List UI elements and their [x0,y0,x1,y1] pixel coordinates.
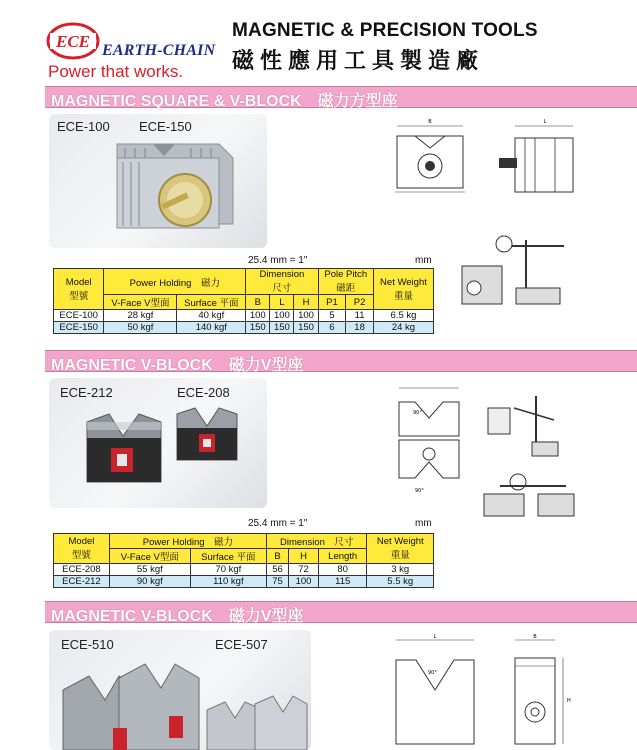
v-block-500-drawing-front [390,632,480,750]
v-block-setup-drawings [478,390,588,530]
unit-label-1: mm [415,255,432,266]
table-cell: 110 kgf [190,576,266,588]
table-cell: ECE-150 [54,322,104,334]
subcol-h: H [289,549,319,564]
svg-text:L: L [433,634,437,640]
table-cell: 11 [346,310,374,322]
table-cell: 18 [346,322,374,334]
subcol-p1: P1 [318,295,346,310]
section-3-header [45,601,637,623]
company-logo [46,20,216,84]
table-cell: 100 [289,576,319,588]
page-title-cjk: 磁性應用工具製造廠 [232,49,485,74]
col-model: Model 型號 [54,269,104,310]
table-cell: 100 [294,310,318,322]
brand-slogan: Power that works. [48,62,184,81]
spec-table-square-block [53,268,434,334]
subcol-h: H [294,295,318,310]
dial-indicator-setup-drawing [456,230,576,310]
table-row [54,322,434,334]
product-photo-v-block-500 [49,630,311,750]
svg-text:B: B [428,119,432,125]
table-row [54,310,434,322]
ece-logo-badge [46,22,100,60]
table-cell: 56 [266,564,288,576]
square-block-drawing-front [385,114,475,204]
table-cell: 100 [270,310,294,322]
table-cell: 140 kgf [177,322,246,334]
spec-table-v-block [53,533,434,588]
table-cell: ECE-208 [54,564,110,576]
table-cell: 3 kg [367,564,434,576]
section-1-header [45,86,637,108]
unit-label-2: mm [415,518,432,529]
section-2-header [45,350,637,372]
subcol-v-face: V-Face V型面 [109,549,190,564]
v-block-drawing [385,378,475,506]
subcol-length: Length [318,549,367,564]
unit-conversion-note-2: 25.4 mm = 1" [248,518,308,529]
table-cell: 5 [318,310,346,322]
col-model: Model 型號 [54,534,110,564]
subcol-surface: Surface 平面 [190,549,266,564]
col-net-weight: Net Weight 重量 [367,534,434,564]
section-3-title: MAGNETIC V-BLOCK 磁力V型座 [51,608,304,625]
svg-text:90°: 90° [428,670,437,676]
table-cell: 75 [266,576,288,588]
table-cell: 24 kg [373,322,433,334]
subcol-l: L [270,295,294,310]
brand-name: EARTH-CHAIN [102,42,216,59]
svg-text:L: L [543,119,547,125]
subcol-surface: Surface 平面 [177,295,246,310]
table-cell: 90 kgf [109,576,190,588]
table-cell: 80 [318,564,367,576]
section-2-title: MAGNETIC V-BLOCK 磁力V型座 [51,357,304,374]
svg-text:H: H [567,698,571,704]
table-cell: 50 kgf [104,322,177,334]
table-cell: 100 [246,310,270,322]
col-power-holding: Power Holding 磁力 [104,269,246,295]
subcol-b: B [246,295,270,310]
table-cell: 150 [294,322,318,334]
col-dimension: Dimension 尺寸 [266,534,367,549]
product-photo-square-block [49,114,267,248]
table-cell: 55 kgf [109,564,190,576]
logo-badge-text: ECE [55,32,91,51]
photo-label-ece-208: ECE-208 [177,385,230,400]
table-cell: 5.5 kg [367,576,434,588]
table-cell: ECE-212 [54,576,110,588]
product-photo-v-block [49,378,267,508]
svg-text:B: B [533,634,537,640]
table-row [54,576,434,588]
table-row [54,564,434,576]
table-cell: 115 [318,576,367,588]
table-cell: 28 kgf [104,310,177,322]
square-block-drawing-side [495,114,585,204]
col-power-holding: Power Holding 磁力 [109,534,266,549]
v-block-500-drawing-side [505,632,575,750]
table-cell: 150 [270,322,294,334]
table-cell: 72 [289,564,319,576]
photo-label-ece-100: ECE-100 [57,119,110,134]
photo-label-ece-510: ECE-510 [61,637,114,652]
photo-label-ece-507: ECE-507 [215,637,268,652]
table-cell: 40 kgf [177,310,246,322]
col-pole-pitch: Pole Pitch 磁距 [318,269,373,295]
photo-label-ece-150: ECE-150 [139,119,192,134]
table-cell: 70 kgf [190,564,266,576]
table-cell: 6.5 kg [373,310,433,322]
photo-label-ece-212: ECE-212 [60,385,113,400]
unit-conversion-note-1: 25.4 mm = 1" [248,255,308,266]
svg-text:90°: 90° [413,410,422,416]
table-cell: 6 [318,322,346,334]
page-title: MAGNETIC & PRECISION TOOLS [232,20,538,41]
col-dimension: Dimension 尺寸 [246,269,318,295]
subcol-v-face: V-Face V型面 [104,295,177,310]
section-1-title: MAGNETIC SQUARE & V-BLOCK 磁力方型座 [51,93,398,110]
table-cell: 150 [246,322,270,334]
subcol-p2: P2 [346,295,374,310]
subcol-b: B [266,549,288,564]
square-vblock-illustration [49,114,267,248]
col-net-weight: Net Weight 重量 [373,269,433,310]
svg-text:90°: 90° [415,488,424,494]
table-cell: ECE-100 [54,310,104,322]
